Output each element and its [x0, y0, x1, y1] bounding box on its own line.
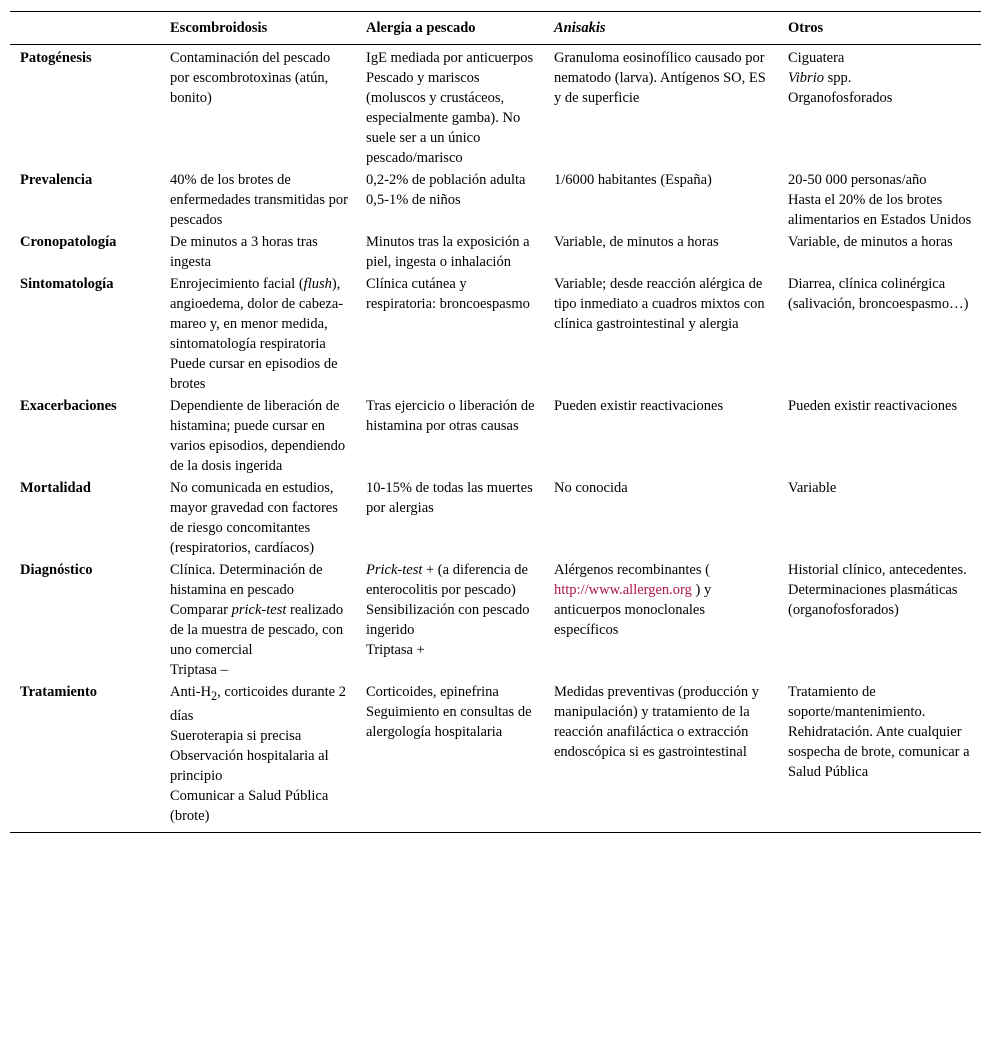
row-label-exacerbaciones: Exacerbaciones	[20, 398, 117, 414]
table-row	[10, 680, 981, 832]
row-label-sintomatologia: Sintomatología	[20, 276, 114, 292]
header-empty	[10, 12, 160, 45]
cell-alergia: Clínica cutánea y respiratoria: broncoespasmo	[366, 276, 530, 312]
table-row	[10, 394, 981, 476]
cell-otros: Pueden existir reactivaciones	[788, 398, 958, 414]
cell-otros: 20-50 000 personas/año Hasta el 20% de los brotes alimentarios en Estados Unidos	[788, 172, 972, 228]
table-row	[10, 272, 981, 394]
cell-escombroidosis: Contaminación del pescado por escombrotoxinas (atún, bonito)	[170, 50, 331, 106]
cell-otros: Variable, de minutos a horas	[788, 234, 953, 250]
cell-anisakis: Alérgenos recombinantes ( http://www.allergen.org ) y anticuerpos monoclonales específicos	[554, 562, 712, 638]
row-label-tratamiento: Tratamiento	[20, 684, 98, 700]
cell-escombroidosis: Dependiente de liberación de histamina; puede cursar en varios episodios, dependiendo de la dosis ingerida	[170, 398, 346, 474]
cell-otros: Tratamiento de soporte/mantenimiento. Rehidratación. Ante cualquier sospecha de brote, comunicar a Salud Pública	[788, 684, 970, 780]
row-label-cronopatologia: Cronopatología	[20, 234, 117, 250]
row-label-diagnostico: Diagnóstico	[20, 562, 93, 578]
cell-anisakis: Medidas preventivas (producción y manipulación) y tratamiento de la reacción anafiláctica o extracción endoscópica si es gastrointestinal	[554, 684, 759, 760]
cell-otros: Diarrea, clínica colinérgica (salivación, broncoespasmo…)	[788, 276, 969, 312]
cell-anisakis: Pueden existir reactivaciones	[554, 398, 724, 414]
cell-escombroidosis: No comunicada en estudios, mayor gravedad con factores de riesgo concomitantes (respiratorios, cardíacos)	[170, 480, 338, 556]
table-row	[10, 558, 981, 680]
cell-escombroidosis: Clínica. Determinación de histamina en pescado Comparar prick-test realizado de la muestra de pescado, con uno comercial Triptasa –	[170, 562, 344, 678]
allergen-link[interactable]: http://www.allergen.org	[554, 582, 692, 598]
cell-anisakis: Variable, de minutos a horas	[554, 234, 719, 250]
cell-alergia: Corticoides, epinefrina Seguimiento en consultas de alergología hospitalaria	[366, 684, 532, 740]
comparison-table-container	[10, 11, 981, 833]
table-row	[10, 476, 981, 558]
cell-anisakis: 1/6000 habitantes (España)	[554, 172, 712, 188]
table-row	[10, 168, 981, 230]
header-otros: Otros	[778, 12, 981, 45]
cell-otros: Variable	[788, 480, 837, 496]
row-label-mortalidad: Mortalidad	[20, 480, 91, 496]
header-row	[10, 12, 981, 45]
row-label-patogenesis: Patogénesis	[20, 50, 92, 66]
cell-alergia: IgE mediada por anticuerpos Pescado y mariscos (moluscos y crustáceos, especialmente gamba). No suele ser a un único pescado/marisco	[366, 50, 534, 166]
cell-anisakis: Granuloma eosinofílico causado por nematodo (larva). Antígenos SO, ES y de superficie	[554, 50, 766, 106]
cell-anisakis: Variable; desde reacción alérgica de tipo inmediato a cuadros mixtos con clínica gastrointestinal y alergia	[554, 276, 765, 332]
header-alergia-pescado: Alergia a pescado	[356, 12, 544, 45]
cell-otros: Ciguatera Vibrio spp. Organofosforados	[788, 50, 893, 106]
cell-escombroidosis: 40% de los brotes de enfermedades transmitidas por pescados	[170, 172, 348, 228]
cell-alergia: 0,2-2% de población adulta 0,5-1% de niños	[366, 172, 526, 208]
header-escombroidosis: Escombroidosis	[160, 12, 356, 45]
cell-escombroidosis: De minutos a 3 horas tras ingesta	[170, 234, 318, 270]
table-row	[10, 230, 981, 272]
cell-alergia: Prick-test + (a diferencia de enterocolitis por pescado) Sensibilización con pescado ingerido Triptasa +	[366, 562, 530, 658]
cell-otros: Historial clínico, antecedentes. Determinaciones plasmáticas (organofosforados)	[788, 562, 967, 618]
row-label-prevalencia: Prevalencia	[20, 172, 93, 188]
cell-alergia: Tras ejercicio o liberación de histamina por otras causas	[366, 398, 535, 434]
comparison-table	[10, 12, 981, 832]
table-row	[10, 45, 981, 169]
cell-escombroidosis: Anti-$H_2$, corticoides durante 2 días Sueroterapia si precisa Observación hospitalaria al principio Comunicar a Salud Pública (brote)	[170, 684, 346, 824]
header-anisakis: Anisakis	[544, 12, 778, 45]
cell-alergia: Minutos tras la exposición a piel, ingesta o inhalación	[366, 234, 530, 270]
cell-alergia: 10-15% de todas las muertes por alergias	[366, 480, 533, 516]
cell-anisakis: No conocida	[554, 480, 628, 496]
cell-escombroidosis: Enrojecimiento facial (flush), angioedema, dolor de cabeza-mareo y, en menor medida, sintomatología respiratoria Puede cursar en episodios de brotes	[170, 276, 344, 392]
